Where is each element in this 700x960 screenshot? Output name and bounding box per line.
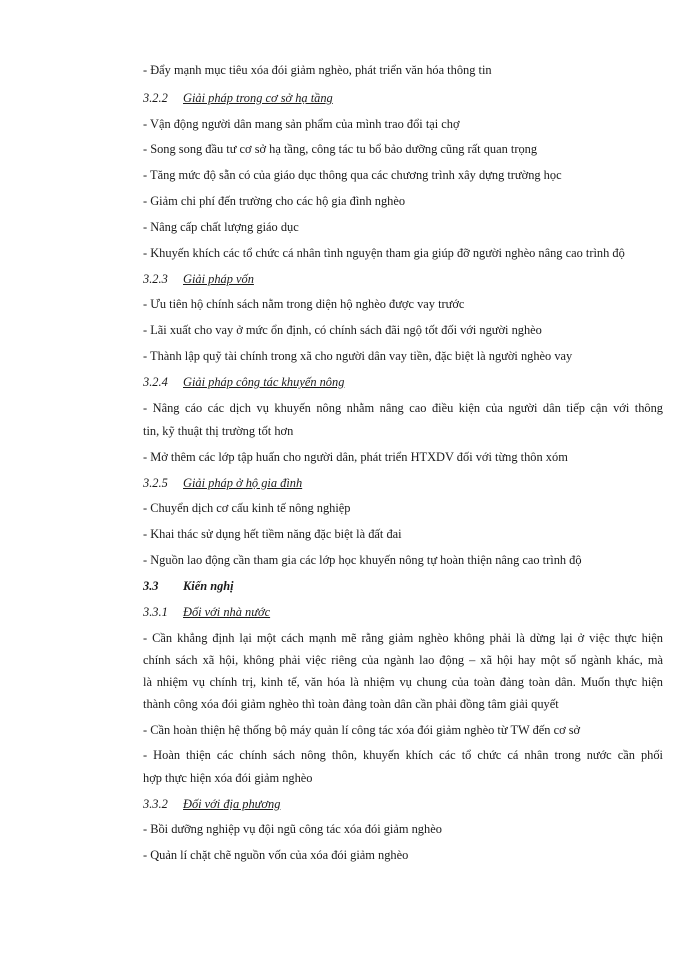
section-heading-3-3 [143,579,234,594]
list-item: - Nguồn lao động cần tham gia các lớp học khuyến nông tự hoàn thiện nâng cao trình độ [143,553,582,567]
list-item-continuation: tin, kỹ thuật thị trường tốt hơn [143,424,294,438]
list-item-continuation: hợp thực hiện xóa đói giảm nghèo [143,771,313,785]
section-heading-3-3-2 [143,797,280,812]
list-item: - Khuyến khích các tổ chức cá nhân tình nguyện tham gia giúp đỡ người nghèo nâng cao trình độ [143,246,625,260]
paragraph-line: là nhiệm vụ chính trị, kinh tế, văn hóa là nhiệm vụ chung của toàn đảng toàn dân. Muốn thực hiện [143,675,663,689]
list-item: - Quản lí chặt chẽ nguồn vốn của xóa đói giảm nghèo [143,848,409,862]
list-item: - Ưu tiên hộ chính sách nằm trong diện hộ nghèo được vay trước [143,297,465,311]
list-item: - Bồi dưỡng nghiệp vụ đội ngũ công tác xóa đói giảm nghèo [143,822,442,836]
paragraph-line: - Cần khẳng định lại một cách mạnh mẽ rằng giảm nghèo không phải là dừng lại ở việc thực hiện [143,631,663,645]
list-item: - Vận động người dân mang sản phẩm của mình trao đổi tại chợ [143,117,460,131]
list-item: - Thành lập quỹ tài chính trong xã cho người dân vay tiền, đặc biệt là người nghèo vay [143,349,573,363]
paragraph-line: chính sách xã hội, không phải việc riêng của ngành lao động – xã hội hay một số ngành khác, mà [143,653,663,667]
text-line: - Đẩy mạnh mục tiêu xóa đói giảm nghèo, phát triển văn hóa thông tin [143,63,492,77]
section-number: 3.2.2 [143,91,168,105]
section-title: Đối với địa phương [183,797,281,811]
section-number: 3.3 [143,579,159,593]
section-heading-3-3-1 [143,605,270,620]
list-item: - Nâng cáo các dịch vụ khuyến nông nhằm nâng cao điều kiện của người dân tiếp cận với thông [143,401,663,415]
list-item: - Mở thêm các lớp tập huấn cho người dân, phát triển HTXDV đối với từng thôn xóm [143,450,568,464]
section-heading-3-2-4 [143,375,344,390]
section-number: 3.3.1 [143,605,168,619]
list-item: - Chuyển dịch cơ cấu kinh tế nông nghiệp [143,501,351,515]
list-item: - Song song đầu tư cơ sở hạ tầng, công tác tu bổ bảo dưỡng cũng rất quan trọng [143,142,538,156]
section-title: Giải pháp vốn [183,272,254,286]
section-heading-3-2-3 [143,272,254,287]
list-item: - Cần hoàn thiện hệ thống bộ máy quản lí công tác xóa đói giảm nghèo từ TW đến cơ sở [143,723,581,737]
list-item: - Lãi xuất cho vay ở mức ổn định, có chính sách đãi ngộ tốt đối với người nghèo [143,323,542,337]
section-number: 3.2.5 [143,476,168,490]
section-title: Giải pháp ở hộ gia đình [183,476,303,490]
section-title: Kiến nghị [183,579,234,593]
section-title: Đối với nhà nước [183,605,271,619]
list-item: - Khai thác sử dụng hết tiềm năng đặc biệt là đất đai [143,527,402,541]
list-item: - Giảm chi phí đến trường cho các hộ gia đình nghèo [143,194,406,208]
paragraph-line: thành công xóa đói giảm nghèo thì toàn đảng toàn dân cần phải đồng tâm giải quyết [143,697,559,711]
section-number: 3.2.4 [143,375,168,389]
section-title: Giải pháp công tác khuyến nông [183,375,345,389]
list-item: - Nâng cấp chất lượng giáo dục [143,220,299,234]
section-heading-3-2-5 [143,476,302,491]
section-heading-3-2-2 [143,91,333,106]
section-number: 3.2.3 [143,272,168,286]
list-item: - Tăng mức độ sẵn có của giáo dục thông qua các chương trình xây dựng trường học [143,168,562,182]
section-title: Giải pháp trong cơ sở hạ tầng [183,91,333,105]
section-number: 3.3.2 [143,797,168,811]
list-item: - Hoàn thiện các chính sách nông thôn, khuyến khích các tổ chức cá nhân trong nước cần phối [143,748,663,762]
